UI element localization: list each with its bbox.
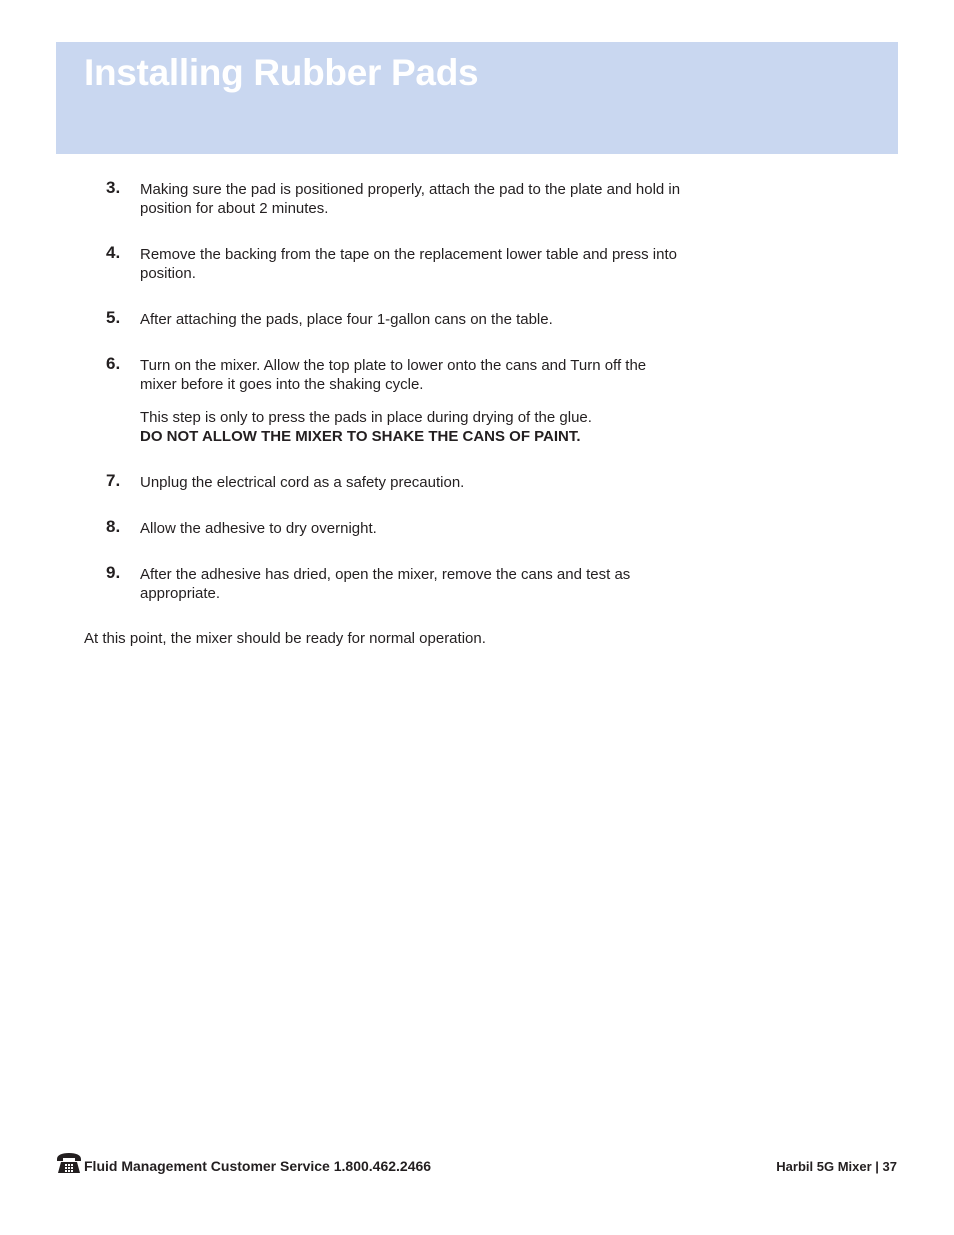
step-number: 4.: [106, 243, 121, 262]
step-text: After attaching the pads, place four 1-gallon cans on the table.: [140, 311, 553, 328]
step-warning: DO NOT ALLOW THE MIXER TO SHAKE THE CANS OF PAINT.: [140, 428, 581, 445]
step-text: Unplug the electrical cord as a safety precaution.: [140, 474, 465, 491]
page-title: Installing Rubber Pads: [84, 52, 479, 93]
step-number: 3.: [106, 178, 121, 197]
header-band: [56, 42, 898, 154]
step-item: [84, 519, 684, 538]
step-number: 9.: [106, 563, 121, 582]
step-text: Remove the backing from the tape on the replacement lower table and press into position.: [140, 246, 677, 282]
footer-contact: [56, 1152, 431, 1174]
telephone-icon: [56, 1152, 82, 1174]
step-item: [84, 180, 684, 218]
step-number: 6.: [106, 354, 121, 373]
step-number: 7.: [106, 471, 121, 490]
step-item: [84, 310, 684, 329]
step-item: [84, 245, 684, 283]
steps-list: [84, 180, 684, 630]
step-item: [84, 473, 684, 492]
step-item: [84, 565, 684, 603]
closing-text: At this point, the mixer should be ready for normal operation.: [84, 630, 486, 647]
step-number: 5.: [106, 308, 121, 327]
step-text: Allow the adhesive to dry overnight.: [140, 520, 377, 537]
footer-page-info: Harbil 5G Mixer | 37: [776, 1159, 897, 1174]
step-item: [84, 356, 684, 446]
footer-contact-text: Fluid Management Customer Service 1.800.462.2466: [84, 1158, 432, 1174]
step-text: Making sure the pad is positioned properly, attach the pad to the plate and hold in position for about 2 minutes.: [140, 181, 681, 217]
step-number: 8.: [106, 517, 121, 536]
step-text: Turn on the mixer. Allow the top plate to lower onto the cans and Turn off the mixer before it goes into the shaking cycle.: [140, 357, 647, 393]
step-text: After the adhesive has dried, open the mixer, remove the cans and test as appropriate.: [140, 566, 631, 602]
step-note-text: This step is only to press the pads in place during drying of the glue.: [140, 409, 592, 426]
step-note: [140, 408, 684, 446]
